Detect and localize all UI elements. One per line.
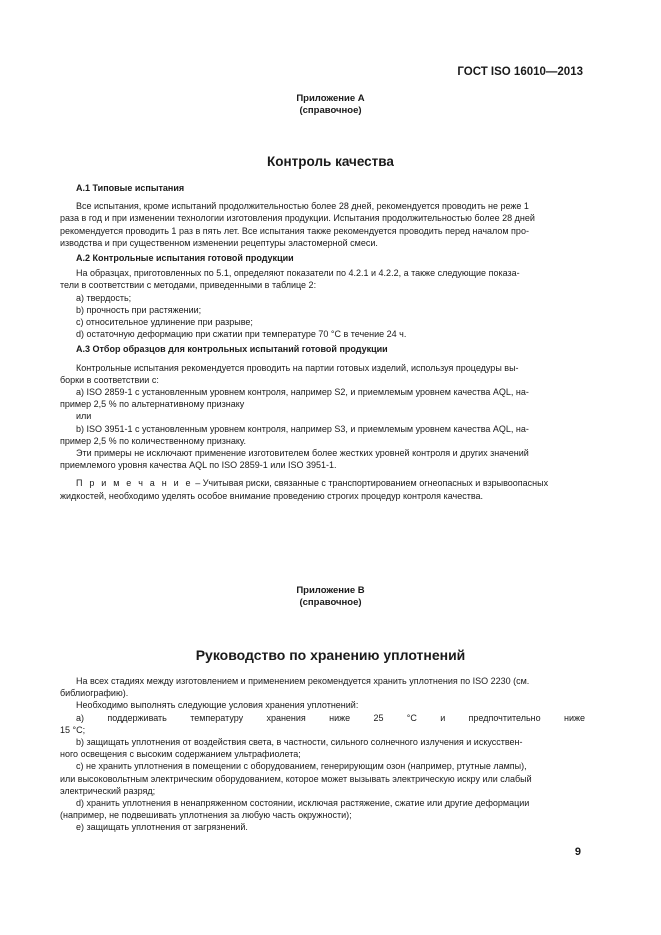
b-item-b-2: ного освещения с высоким содержанием ультрафиолета;	[60, 749, 301, 760]
a2-item-a: a) твердость;	[76, 292, 132, 303]
a3-item-b-1: b) ISO 3951-1 с установленным уровнем контроля, например S3, и приемлемым уровнем качества AQL, на-	[76, 423, 529, 434]
annex-a-body	[60, 182, 585, 502]
a1-line-1: Все испытания, кроме испытаний продолжительностью более 28 дней, рекомендуется проводить не реже 1	[76, 201, 529, 212]
a3-p2-1: Эти примеры не исключают применение изготовителем более жестких уровней контроля и других значений	[76, 448, 529, 459]
b-item-a-1	[60, 712, 585, 724]
b-item-a-word: поддерживать	[107, 712, 167, 723]
b-item-c-3: электрический разряд;	[60, 785, 156, 796]
b-item-a-word: предпочтительно	[468, 712, 541, 723]
a1-line-3: рекомендуется проводить 1 раз в пять лет. Все испытания также рекомендуется проводить перед началом про-	[60, 225, 529, 236]
section-a3-heading: А.3 Отбор образцов для контрольных испытаний готовой продукции	[76, 344, 388, 355]
standard-code: ГОСТ ISO 16010—2013	[457, 66, 583, 78]
a3-item-a-2: пример 2,5 % по альтернативному признаку	[60, 399, 245, 410]
b-p2: Необходимо выполнять следующие условия хранения уплотнений:	[76, 700, 359, 711]
b-item-c-1: с) не хранить уплотнения в помещении с оборудованием, генерирующим озон (например, ртутные лампы),	[76, 761, 527, 772]
b-item-a-word: °С	[406, 712, 417, 723]
a3-p1-2: борки в соответствии с:	[60, 374, 159, 385]
a3-p2-2: приемлемого уровня качества AQL по ISO 2859-1 или ISO 3951-1.	[60, 460, 337, 471]
annex-b-type: (справочное)	[299, 597, 362, 608]
annex-b-heading	[0, 585, 661, 609]
b-p1-2: библиографию).	[60, 688, 129, 699]
a3-or: или	[76, 411, 92, 422]
annex-a-title: Контроль качества	[267, 154, 394, 169]
b-item-a-word: а)	[76, 712, 85, 723]
b-item-b-1: b) защищать уплотнения от воздействия света, в частности, сильного солнечного излучения и искусствен-	[76, 737, 523, 748]
b-item-a-word: ниже	[329, 712, 351, 723]
a3-item-a-1: a) ISO 2859-1 с установленным уровнем контроля, например S2, и приемлемым уровнем качества AQL, на-	[76, 387, 529, 398]
b-item-e: е) защищать уплотнения от загрязнений.	[76, 822, 248, 833]
section-a1-heading: А.1 Типовые испытания	[76, 183, 185, 193]
a2-intro-2: тели в соответствии с методами, приведенными в таблице 2:	[60, 280, 317, 291]
annex-b-title: Руководство по хранению уплотнений	[195, 647, 466, 663]
note-label: П р и м е ч а н и е	[76, 478, 193, 489]
b-item-a-word: ниже	[563, 712, 585, 723]
b-p1-1: На всех стадиях между изготовлением и применением рекомендуется хранить уплотнения по ISO 2230 (см.	[76, 676, 530, 686]
note-line-2: жидкостей, необходимо уделять особое внимание проведению строгих процедур контроля качества.	[60, 490, 484, 501]
b-item-a-word: и	[440, 712, 446, 723]
b-item-a-word: хранения	[266, 712, 306, 723]
a2-item-d: d) остаточную деформацию при сжатии при температуре 70 °С в течение 24 ч.	[76, 329, 407, 340]
annex-a-label: Приложение А	[296, 93, 365, 104]
annex-b-label: Приложение В	[296, 585, 365, 596]
a2-intro-1: На образцах, приготовленных по 5.1, определяют показатели по 4.2.1 и 4.2.2, а также следующие показа-	[76, 268, 520, 279]
b-item-a-2: 15 °С;	[60, 724, 86, 735]
a1-line-2: раза в год и при изменении технологии изготовления продукции. Испытания продолжительностью более 28 дней	[60, 213, 535, 224]
page-number: 9	[574, 846, 581, 858]
annex-b-body	[60, 675, 585, 834]
b-item-c-2: или высоковольтным электрическим оборудованием, которое может вызывать электрическую искру или слабый	[60, 773, 532, 784]
a3-item-b-2: пример 2,5 % по количественному признаку.	[60, 435, 247, 446]
section-a2-heading: А.2 Контрольные испытания готовой продукции	[76, 253, 294, 264]
b-item-d-1: d) хранить уплотнения в ненапряженном состоянии, исключая растяжение, сжатие или другие деформации	[76, 798, 530, 809]
note-line-1	[76, 477, 585, 489]
a1-line-4: изводства и при существенном изменении рецептуры эластомерной смеси.	[60, 237, 378, 248]
annex-a-type: (справочное)	[299, 105, 362, 116]
a3-p1-1: Контрольные испытания рекомендуется проводить на партии готовых изделий, используя процедуры вы-	[76, 362, 519, 373]
b-item-a-word: 25	[373, 712, 384, 723]
a2-item-b: b) прочность при растяжении;	[76, 304, 202, 315]
a2-item-c: c) относительное удлинение при разрыве;	[76, 317, 253, 328]
note-text-1: – Учитывая риски, связанные с транспортированием огнеопасных и взрывоопасных	[192, 478, 549, 489]
b-item-a-word: температуру	[190, 712, 244, 723]
annex-a-heading	[0, 93, 661, 117]
b-item-d-2: (например, не подвешивать уплотнения за любую часть окружности);	[60, 810, 352, 821]
